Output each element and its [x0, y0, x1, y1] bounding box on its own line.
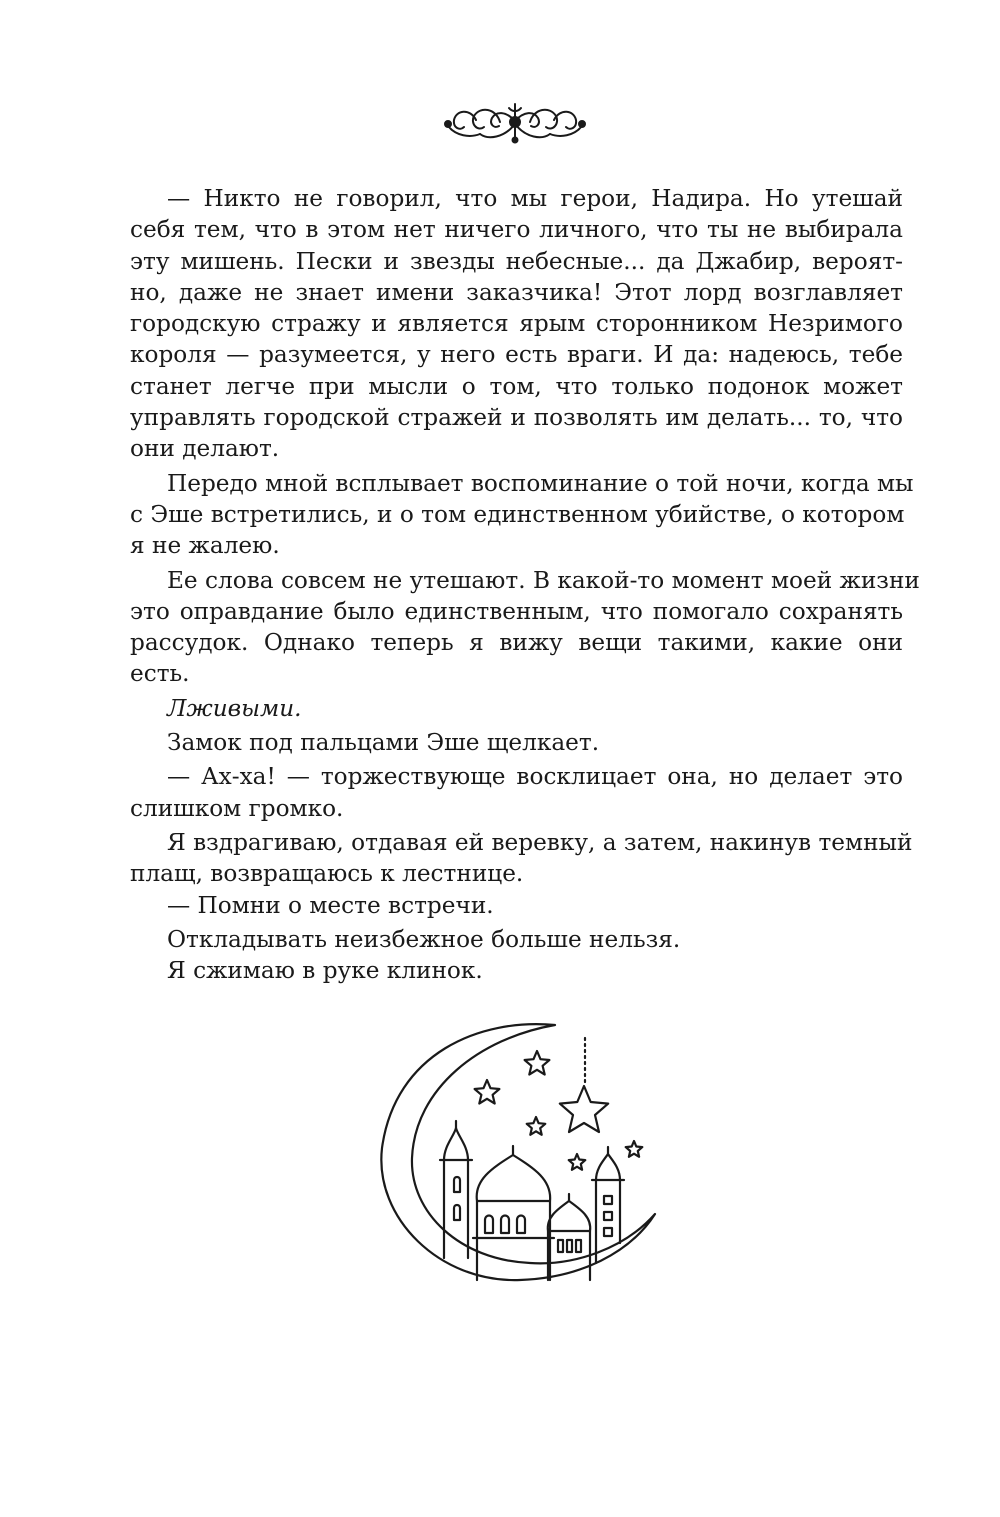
text-line: рассудок. Однако теперь я вижу вещи такими, какие они	[130, 629, 903, 657]
text-line: есть.	[130, 660, 190, 688]
text-line: с Эше встретились, и о том единственном убийстве, о котором	[130, 500, 905, 528]
flourish-ornament-icon	[440, 96, 590, 146]
text-line-italic: Лживыми.	[167, 694, 302, 722]
text-line: это оправдание было единственным, что помогало сохранять	[130, 597, 903, 625]
text-line: они делают.	[130, 435, 280, 463]
text-line: но, даже не знает имени заказчика! Этот лорд возглавляет	[130, 278, 903, 306]
text-line: себя тем, что в этом нет ничего личного, что ты не выбирала	[130, 216, 903, 244]
body-text	[130, 183, 920, 986]
text-line: управлять городской стражей и позволять им делать... то, что	[130, 404, 903, 432]
text-line: короля — разумеется, у него есть враги. И да: надеюсь, тебе	[130, 341, 903, 369]
text-line: Замок под пальцами Эше щелкает.	[167, 729, 600, 757]
text-line: плащ, возвращаюсь к лестнице.	[130, 860, 524, 888]
text-line: Откладывать неизбежное больше нельзя.	[167, 925, 681, 953]
text-line: — Ах-ха! — торжествующе восклицает она, но делает это	[167, 763, 903, 791]
text-line: Я вздрагиваю, отдавая ей веревку, а затем, накинув темный	[167, 828, 913, 856]
text-line: Передо мной всплывает воспоминание о той ночи, когда мы	[167, 469, 914, 497]
text-line: Ее слова совсем не утешают. В какой-то момент моей жизни	[167, 566, 920, 594]
text-line: — Помни о месте встречи.	[167, 891, 494, 919]
crescent-moon-city-icon	[370, 1018, 670, 1288]
text-line: городскую стражу и является ярым сторонником Незримого	[130, 310, 903, 338]
text-line: Я сжимаю в руке клинок.	[167, 957, 483, 985]
text-line: эту мишень. Пески и звезды небесные... да Джабир, вероят-	[130, 247, 903, 275]
text-line: слишком громко.	[130, 794, 344, 822]
text-line: станет легче при мысли о том, что только подонок может	[130, 372, 903, 400]
text-line: я не жалею.	[130, 532, 280, 560]
text-line: — Никто не говорил, что мы герои, Надира. Но утешай	[167, 185, 903, 212]
